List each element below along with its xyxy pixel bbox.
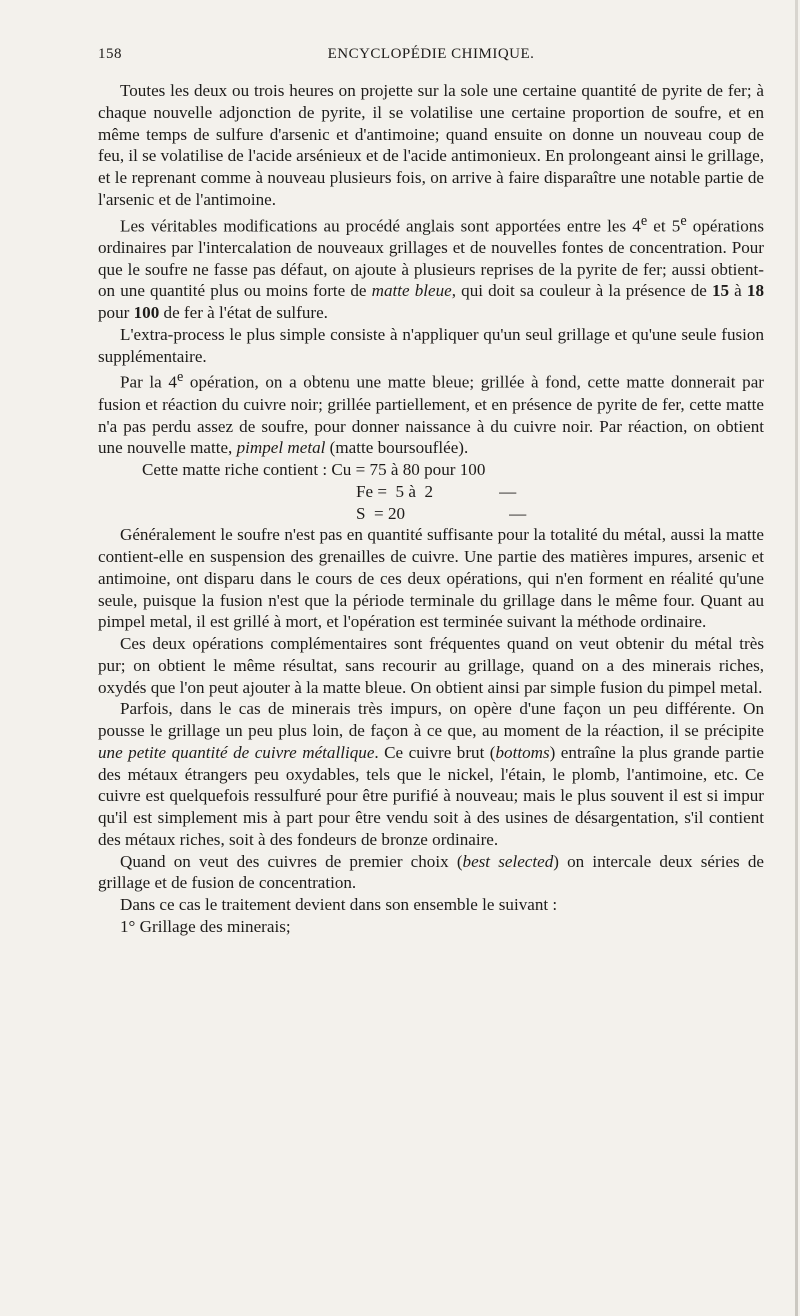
composition-s: S = 20 — xyxy=(356,503,527,523)
term-pimpel-metal: pimpel metal xyxy=(236,438,326,458)
paragraph-complementary-operations: Ces deux opérations complémentaires sont fréquentes quand on veut obtenir du métal très pur; on obtient le même résultat, sans recourir au grillage, quand on a des minerais riches, oxydés que l'on peut ajouter à la matte bleue. On obtient ainsi par simple fusion du pimpel metal. xyxy=(98,634,764,697)
term-matte-bleue: matte bleue xyxy=(371,281,452,301)
paragraph-best-selected: Quand on veut des cuivres de premier choix (best selected) on intercale deux séries de grillage et de fusion de concentration. xyxy=(98,851,764,893)
paragraph-pyrite-roasting: Toutes les deux ou trois heures on projette sur la sole une certaine quantité de pyrite de fer; à chaque nouvelle adjonction de pyrite, il se volatilise une certaine proportion de soufre, et en même temps de sulfure d'arsenic et d'antimoine; quand ensuite on donne un nouveau coup de feu, il se volatilise de l'acide arsénieux et de l'acide antimonieux. En prolongeant ainsi le grillage, et le reprenant comme à nouveau plusieurs fois, on arrive à faire disparaître une notable partie de l'arsenic et de l'antimoine. xyxy=(98,81,764,209)
paragraph-modifications: Les véritables modifications au procédé anglais sont apportées entre les 4e et 5e opérations ordinaires par l'intercalation de nouveaux grillages et de nouvelles fontes de concentration. Pour que le soufre ne fasse pas défaut, on ajoute à plusieurs reprises de la pyrite de fer; aussi obtient-on une quantité plus ou moins forte de matte bleue, qui doit sa couleur à la présence de 15 à 18 pour 100 de fer à l'état de sulfure. xyxy=(98,212,764,323)
term-bottoms: bottoms xyxy=(495,742,550,762)
paragraph-fourth-operation: Par la 4e opération, on a obtenu une matte bleue; grillée à fond, cette matte donnerait par fusion et réaction du cuivre noir; grillée partiellement, et en présence de pyrite de fer, cette matte n'a pas perdu assez de soufre, pour donner naissance à du cuivre noir. Par réaction, on obtient une nouvelle matte, pimpel metal (matte boursouflée). xyxy=(98,369,764,458)
page-edge xyxy=(795,0,798,1316)
running-title: ENCYCLOPÉDIE CHIMIQUE. xyxy=(327,46,535,62)
term-best-selected: best selected xyxy=(462,851,554,871)
composition-cu: Cette matte riche contient : Cu = 75 à 80 pour 100 xyxy=(142,460,486,480)
paragraph-extra-process: L'extra-process le plus simple consiste à n'appliquer qu'un seul grillage et qu'une seule fusion supplémentaire. xyxy=(98,324,764,366)
page-number: 158 xyxy=(98,46,122,62)
paragraph-treatment-intro: Dans ce cas le traitement devient dans son ensemble le suivant : xyxy=(120,895,558,915)
paragraph-generalement: Généralement le soufre n'est pas en quantité suffisante pour la totalité du métal, aussi la matte contient-elle en suspension des grenailles de cuivre. Une partie des matières impures, arsenic et antimoine, ont disparu dans le cours de ces deux opérations, qui n'en forment en réalité qu'une seule, puisque la fusion n'est que la période terminale du grillage dans le même four. Quant au pimpel metal, il est grillé à mort, et l'opération est terminée suivant la méthode ordinaire. xyxy=(98,525,764,632)
running-head xyxy=(98,46,764,72)
body-text xyxy=(98,80,764,938)
list-item: 1° Grillage des minerais; xyxy=(120,916,291,936)
composition-fe: Fe = 5 à 2 — xyxy=(356,481,517,501)
paragraph-impure-ores: Parfois, dans le cas de minerais très impurs, on opère d'une façon un peu différente. On pousse le grillage un peu plus loin, de façon à ce que, au moment de la réaction, il se précipite une petite quantité de cuivre métallique. Ce cuivre brut (bottoms) entraîne la plus grande partie des métaux étrangers peu oxydables, tels que le nickel, l'étain, le plomb, l'antimoine, etc. Ce cuivre est quelquefois ressulfuré pour être purifié à nouveau; mais le plus souvent il est si impur qu'il est simplement mis à part pour être vendu soit à des usines de désargentation, s'il contient des métaux riches, soit à des fondeurs de bronze ordinaire. xyxy=(98,699,764,849)
